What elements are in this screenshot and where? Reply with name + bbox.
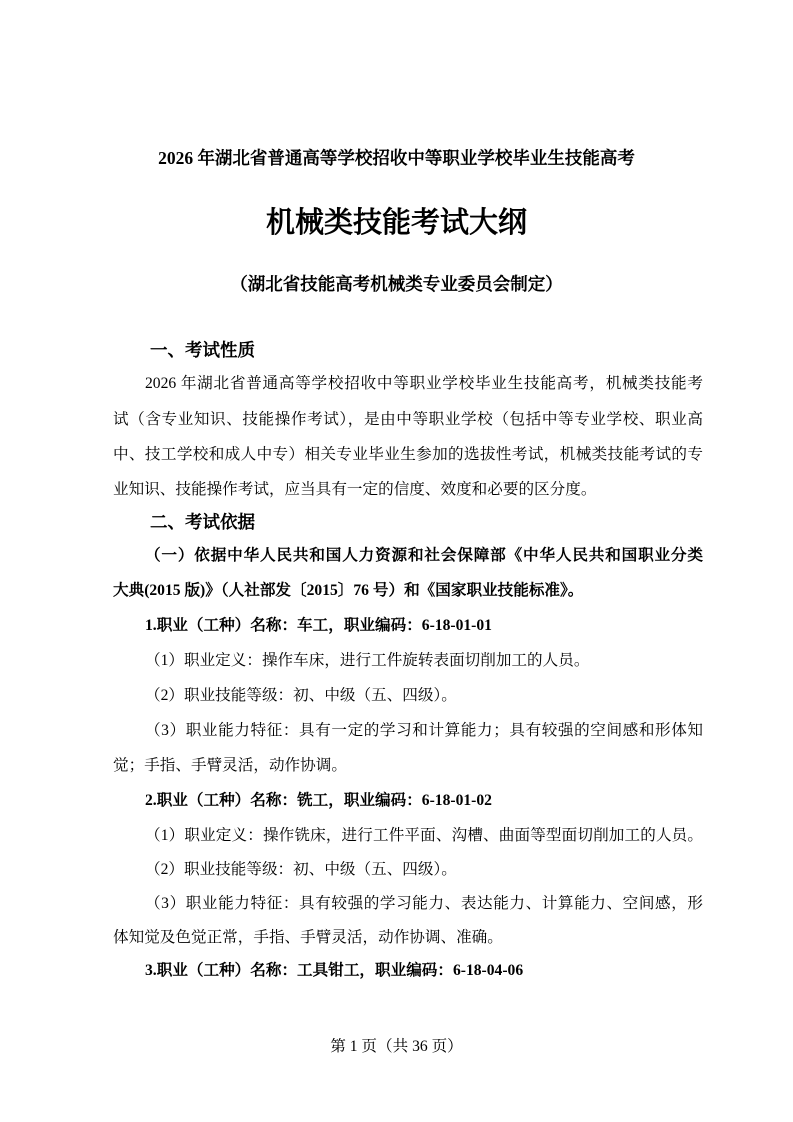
- document-title: 机械类技能考试大纲: [265, 207, 527, 239]
- subsection-line: 大典(2015 版)》（人社部发〔2015〕76 号）和《国家职业技能标准》。: [113, 582, 584, 599]
- job-line: （2）职业技能等级：初、中级（五、四级）。: [145, 861, 457, 878]
- document-subtitle: （湖北省技能高考机械类专业委员会制定）: [230, 274, 563, 294]
- page-number: 第 1 页（共 36 页）: [330, 1038, 463, 1055]
- job-line: （1）职业定义：操作铣床，进行工件平面、沟槽、曲面等型面切削加工的人员。: [145, 827, 703, 844]
- job-line: 觉；手指、手臂灵活，动作协调。: [113, 757, 347, 774]
- job-line: （2）职业技能等级：初、中级（五、四级）。: [145, 687, 457, 704]
- header-line: 2026 年湖北省普通高等学校招收中等职业学校毕业生技能高考: [158, 148, 635, 168]
- subsection-line: （一）依据中华人民共和国人力资源和社会保障部《中华人民共和国职业分类: [145, 547, 703, 564]
- job-title: 2.职业（工种）名称：铣工，职业编码：6-18-01-02: [145, 792, 492, 809]
- job-line: （3）职业能力特征：具有较强的学习能力、表达能力、计算能力、空间感，形: [145, 895, 703, 912]
- job-title: 1.职业（工种）名称：车工，职业编码：6-18-01-01: [145, 617, 492, 634]
- paragraph-line: 试（含专业知识、技能操作考试），是由中等职业学校（包括中等专业学校、职业高: [113, 411, 703, 428]
- job-line: （1）职业定义：操作车床，进行工件旋转表面切削加工的人员。: [145, 652, 590, 669]
- section-heading-basis: 二、考试依据: [150, 512, 255, 532]
- paragraph-line: 业知识、技能操作考试，应当具有一定的信度、效度和必要的区分度。: [113, 481, 597, 498]
- section-heading-nature: 一、考试性质: [150, 340, 255, 360]
- job-line: （3）职业能力特征：具有一定的学习和计算能力；具有较强的空间感和形体知: [145, 722, 703, 739]
- paragraph-line: 中、技工学校和成人中专）相关专业毕业生参加的选拔性考试，机械类技能考试的专: [113, 446, 703, 463]
- job-line: 体知觉及色觉正常，手指、手臂灵活，动作协调、准确。: [113, 929, 503, 946]
- job-title: 3.职业（工种）名称：工具钳工，职业编码：6-18-04-06: [145, 962, 524, 979]
- paragraph-line: 2026 年湖北省普通高等学校招收中等职业学校毕业生技能高考，机械类技能考: [145, 375, 703, 392]
